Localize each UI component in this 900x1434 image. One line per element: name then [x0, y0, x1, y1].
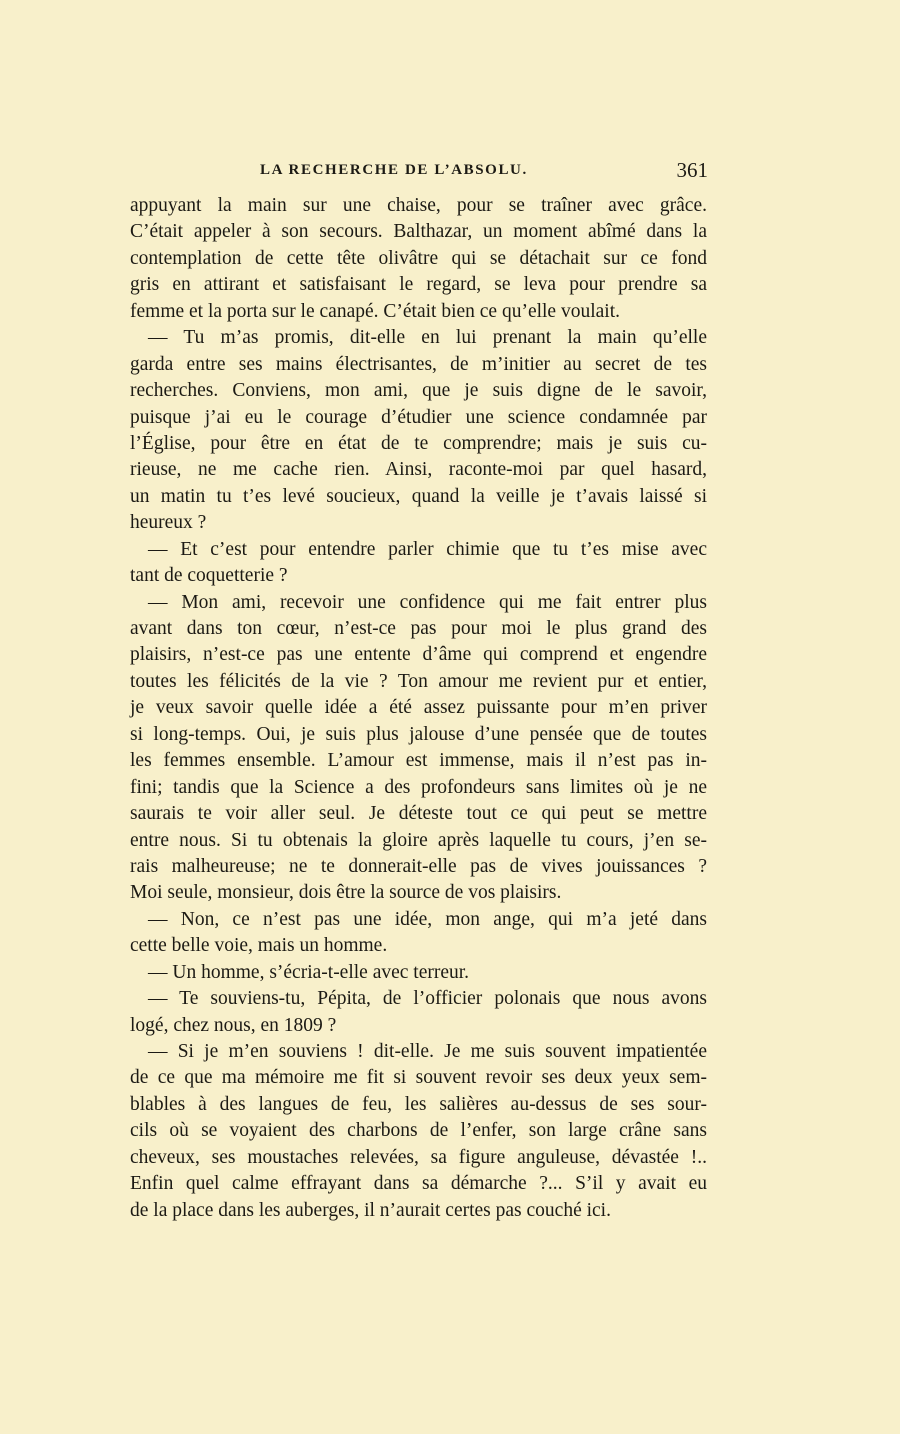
- text-line: appuyant la main sur une chaise, pour se traîner avec grâce.: [130, 195, 707, 216]
- text-line: blables à des langues de feu, les salières au-dessus de ses sour-: [130, 1093, 707, 1115]
- text-line: de ce que ma mémoire me fit si souvent revoir ses deux yeux sem-: [130, 1067, 707, 1089]
- text-line: l’Église, pour être en état de te comprendre; mais je suis cu-: [130, 432, 707, 454]
- text-line: saurais te voir aller seul. Je déteste tout ce qui peut se mettre: [130, 803, 707, 825]
- text-line: logé, chez nous, en 1809 ?: [130, 1014, 337, 1036]
- text-line: C’était appeler à son secours. Balthazar, un moment abîmé dans la: [130, 221, 707, 243]
- text-line: contemplation de cette tête olivâtre qui se détachait sur ce fond: [130, 247, 707, 269]
- running-header: [130, 158, 708, 186]
- text-line: — Tu m’as promis, dit-elle en lui prenant la main qu’elle: [148, 327, 707, 349]
- text-line: femme et la porta sur le canapé. C’était bien ce qu’elle voulait.: [130, 300, 620, 322]
- text-line: plaisirs, n’est-ce pas une entente d’âme qui comprend et engendre: [130, 644, 707, 666]
- text-line: rais malheureuse; ne te donnerait-elle pas de vives jouissances ?: [130, 855, 707, 877]
- running-title: LA RECHERCHE DE L’ABSOLU.: [260, 162, 528, 178]
- text-line: toutes les félicités de la vie ? Ton amour me revient pur et entier,: [130, 670, 707, 692]
- text-line: puisque j’ai eu le courage d’étudier une science condamnée par: [130, 406, 707, 428]
- text-line: si long-temps. Oui, je suis plus jalouse d’une pensée que de toutes: [130, 723, 707, 745]
- page-number: 361: [676, 158, 708, 182]
- text-line: entre nous. Si tu obtenais la gloire après laquelle tu cours, j’en se-: [130, 829, 707, 851]
- text-line: — Mon ami, recevoir une confidence qui me fait entrer plus: [148, 591, 707, 613]
- text-line: tant de coquetterie ?: [130, 565, 288, 587]
- text-line: de la place dans les auberges, il n’aurait certes pas couché ici.: [130, 1199, 611, 1221]
- text-line: heureux ?: [130, 512, 207, 534]
- text-line: cheveux, ses moustaches relevées, sa figure anguleuse, dévastée !..: [130, 1146, 707, 1168]
- text-line: — Si je m’en souviens ! dit-elle. Je me suis souvent impatientée: [148, 1041, 707, 1062]
- text-line: les femmes ensemble. L’amour est immense, mais il n’est pas in-: [130, 750, 707, 772]
- text-line: — Non, ce n’est pas une idée, mon ange, qui m’a jeté dans: [148, 908, 707, 930]
- text-line: Enfin quel calme effrayant dans sa démarche ?... S’il y avait eu: [130, 1173, 707, 1195]
- text-line: — Et c’est pour entendre parler chimie que tu t’es mise avec: [148, 538, 707, 560]
- text-line: fini; tandis que la Science a des profondeurs sans limites où je ne: [130, 776, 707, 798]
- text-line: — Un homme, s’écria-t-elle avec terreur.: [148, 961, 470, 983]
- text-line: avant dans ton cœur, n’est-ce pas pour moi le plus grand des: [130, 618, 707, 639]
- body-text: [130, 193, 707, 1224]
- text-line: cils où se voyaient des charbons de l’enfer, son large crâne sans: [130, 1120, 707, 1142]
- text-line: je veux savoir quelle idée a été assez puissante pour m’en priver: [130, 697, 707, 719]
- text-line: gris en attirant et satisfaisant le regard, se leva pour prendre sa: [130, 274, 707, 296]
- text-line: Moi seule, monsieur, dois être la source de vos plaisirs.: [130, 882, 562, 904]
- text-line: rieuse, ne me cache rien. Ainsi, raconte-moi par quel hasard,: [130, 459, 707, 481]
- text-line: recherches. Conviens, mon ami, que je suis digne de le savoir,: [130, 380, 707, 402]
- text-line: garda entre ses mains électrisantes, de m’initier au secret de tes: [130, 353, 707, 375]
- text-line: un matin tu t’es levé soucieux, quand la veille je t’avais laissé si: [130, 485, 707, 507]
- text-line: — Te souviens-tu, Pépita, de l’officier polonais que nous avons: [148, 988, 707, 1010]
- text-line: cette belle voie, mais un homme.: [130, 935, 388, 957]
